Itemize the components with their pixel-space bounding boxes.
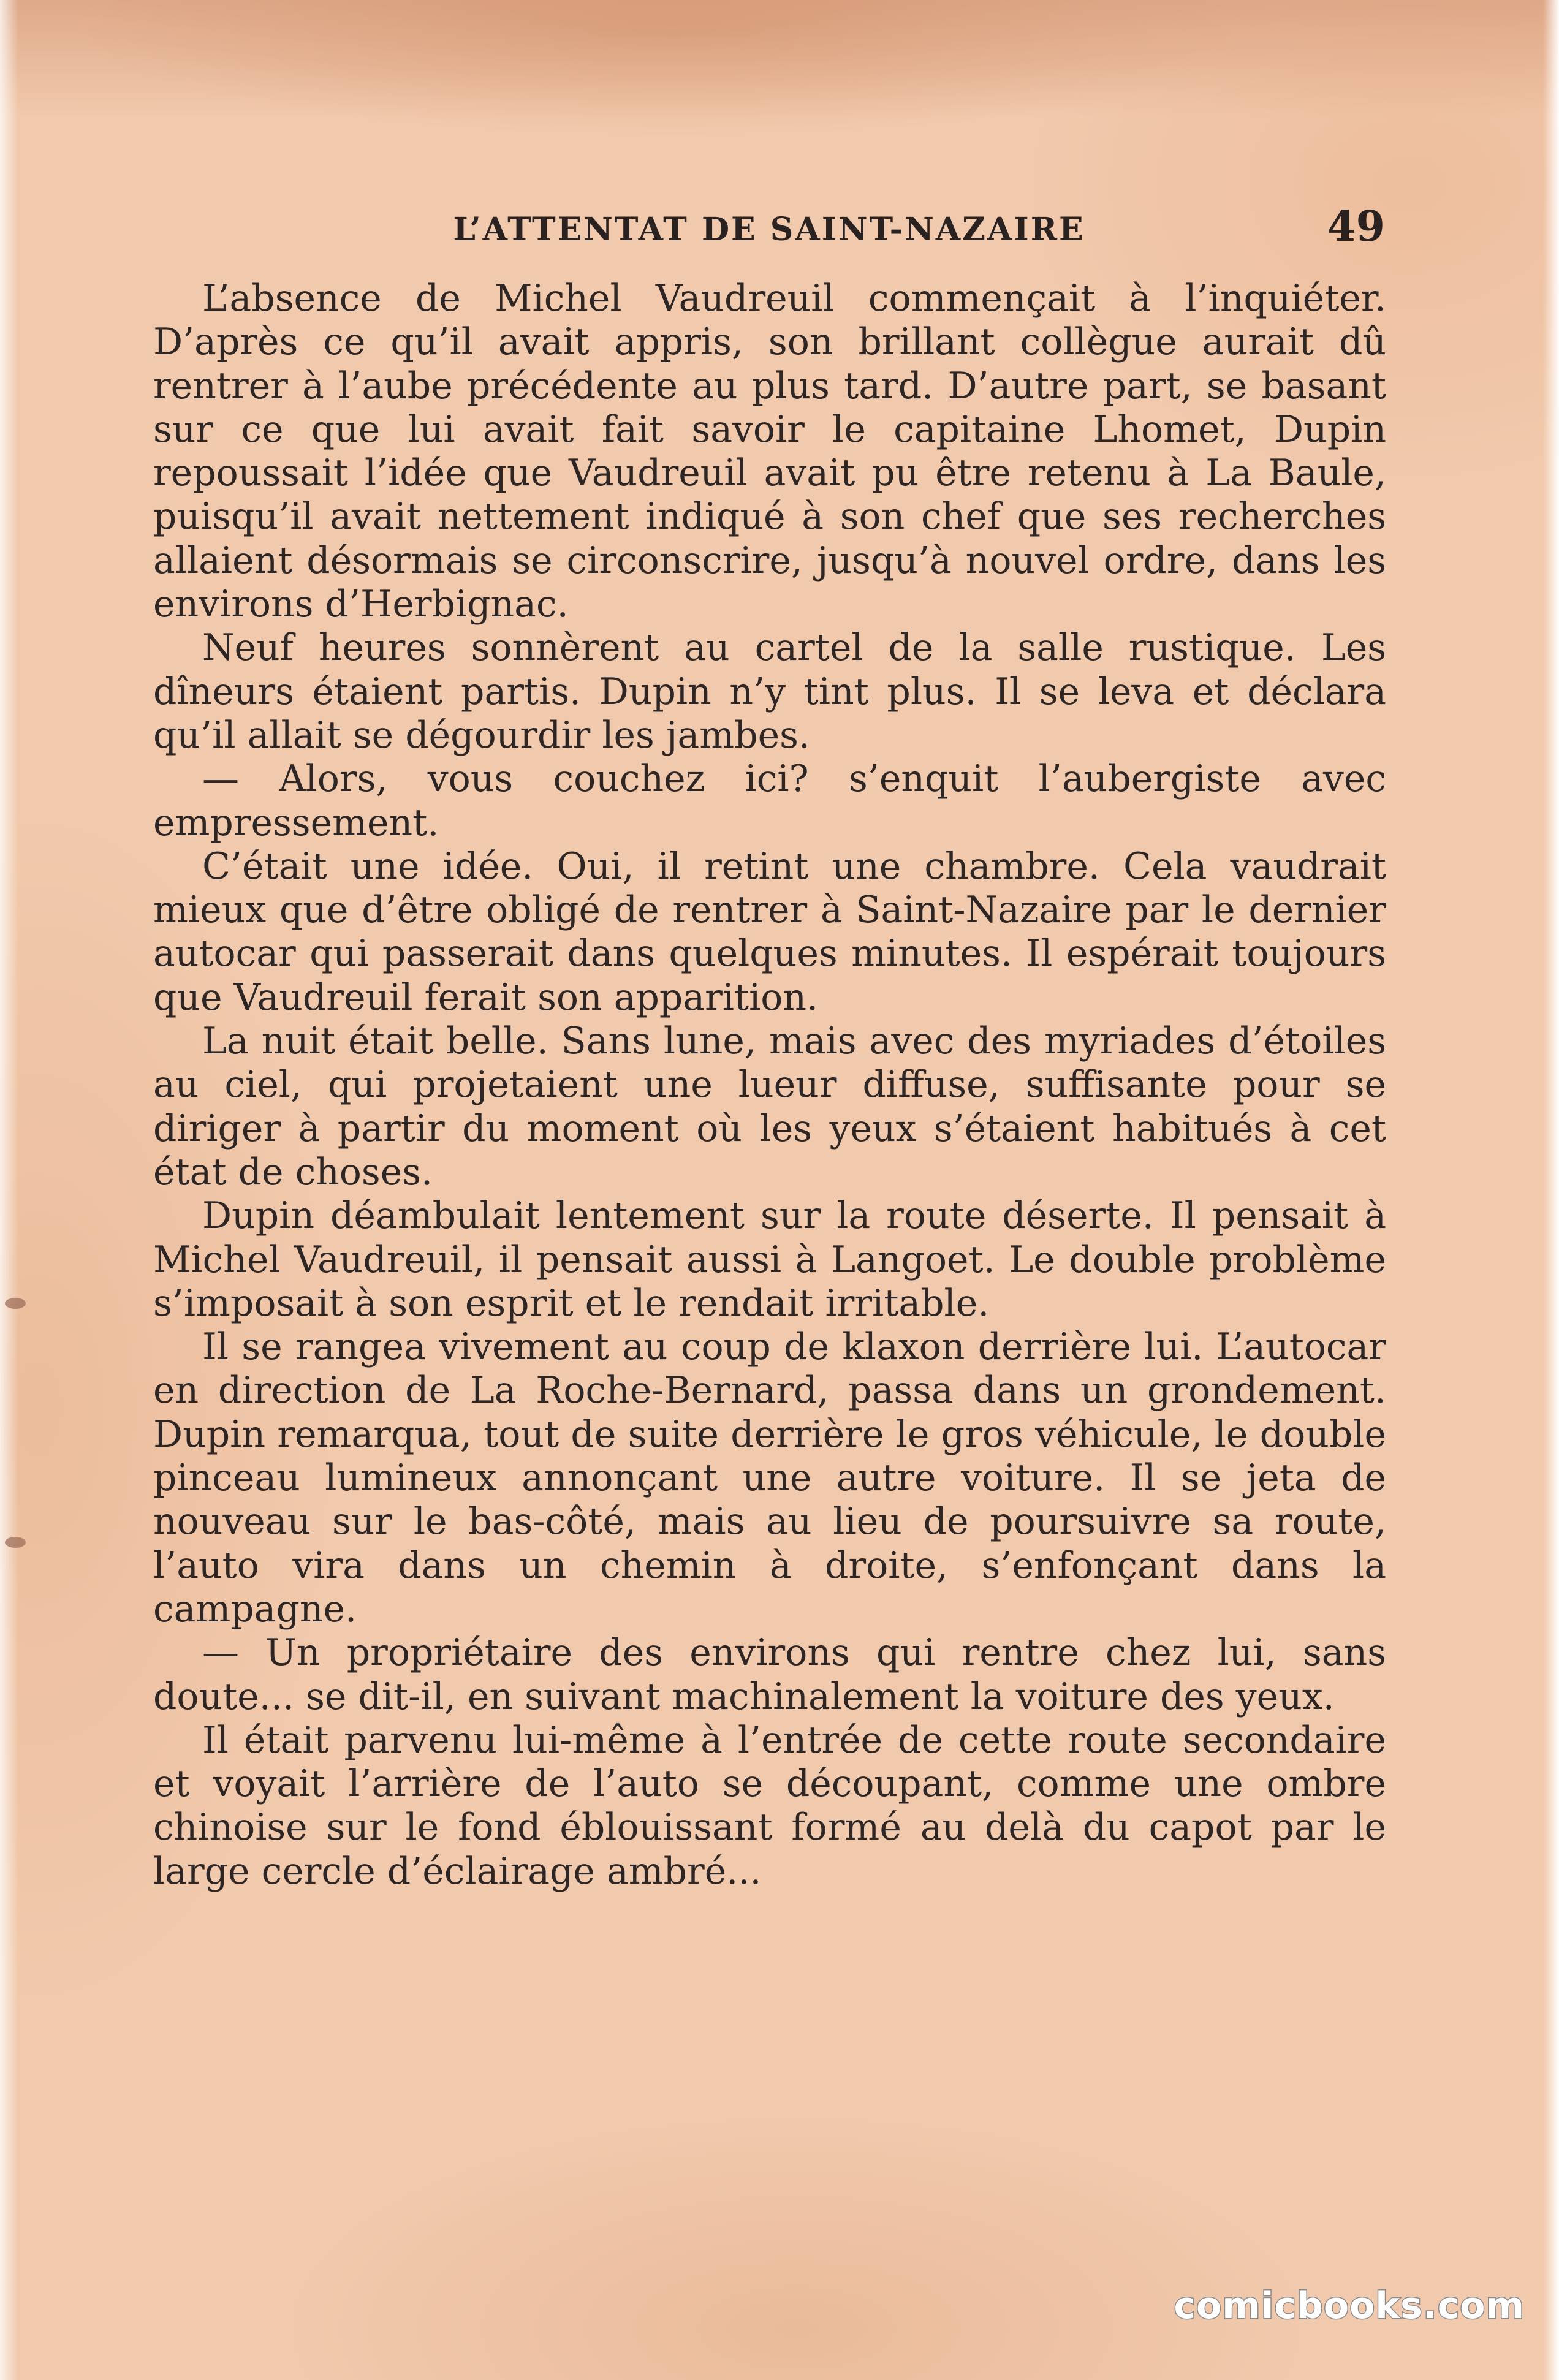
paper-nick bbox=[5, 1537, 26, 1548]
water-stain bbox=[0, 0, 1559, 116]
page-edge-left bbox=[0, 0, 18, 2380]
paragraph: — Un propriétaire des environs qui rentre chez lui, sans doute... se dit-il, en suivant machinalement la voiture des yeux. bbox=[153, 1631, 1386, 1718]
page-header bbox=[153, 202, 1385, 257]
paragraph: — Alors, vous couchez ici? s’enquit l’aubergiste avec empressement. bbox=[153, 757, 1386, 844]
paragraph: La nuit était belle. Sans lune, mais avec des myriades d’étoiles au ciel, qui projetaient une lueur diffuse, suffisante pour se diriger à partir du moment où les yeux s’étaient habitués à cet état de choses. bbox=[153, 1020, 1386, 1194]
paragraph: Il était parvenu lui-même à l’entrée de cette route secondaire et voyait l’arrière de l’auto se découpant, comme une ombre chinoise sur le fond éblouissant formé au delà du capot par le large cercle d’éclairage ambré... bbox=[153, 1718, 1386, 1893]
paragraph: L’absence de Michel Vaudreuil commençait à l’inquiéter. D’après ce qu’il avait appris, son brillant collègue aurait dû rentrer à l’aube précédente au plus tard. D’autre part, se basant sur ce que lui avait fait savoir le capitaine Lhomet, Dupin repoussait l’idée que Vaudreuil avait pu être retenu à La Baule, puisqu’il avait nettement indiqué à son chef que ses recherches allaient désormais se circonscrire, jusqu’à nouvel ordre, dans les environs d’Herbignac. bbox=[153, 277, 1386, 626]
paper-nick bbox=[5, 1298, 26, 1309]
running-title: L’ATTENTAT DE SAINT-NAZAIRE bbox=[453, 211, 1085, 248]
body-text bbox=[153, 277, 1386, 1893]
page-number: 49 bbox=[1327, 202, 1385, 251]
paragraph: Neuf heures sonnèrent au cartel de la salle rustique. Les dîneurs étaient partis. Dupin n’y tint plus. Il se leva et déclara qu’il allait se dégourdir les jambes. bbox=[153, 626, 1386, 757]
watermark: comicbooks.com bbox=[1174, 2284, 1525, 2327]
page-edge-right bbox=[1543, 0, 1559, 2380]
paragraph: Il se rangea vivement au coup de klaxon derrière lui. L’autocar en direction de La Roche-Bernard, passa dans un grondement. Dupin remarqua, tout de suite derrière le gros véhicule, le double pinceau lumineux annonçant une autre voiture. Il se jeta de nouveau sur le bas-côté, mais au lieu de poursuivre sa route, l’auto vira dans un chemin à droite, s’enfonçant dans la campagne. bbox=[153, 1325, 1386, 1631]
paragraph: C’était une idée. Oui, il retint une chambre. Cela vaudrait mieux que d’être obligé de rentrer à Saint-Nazaire par le dernier autocar qui passerait dans quelques minutes. Il espérait toujours que Vaudreuil ferait son apparition. bbox=[153, 844, 1386, 1019]
paragraph: Dupin déambulait lentement sur la route déserte. Il pensait à Michel Vaudreuil, il pensait aussi à Langoet. Le double problème s’imposait à son esprit et le rendait irritable. bbox=[153, 1194, 1386, 1325]
